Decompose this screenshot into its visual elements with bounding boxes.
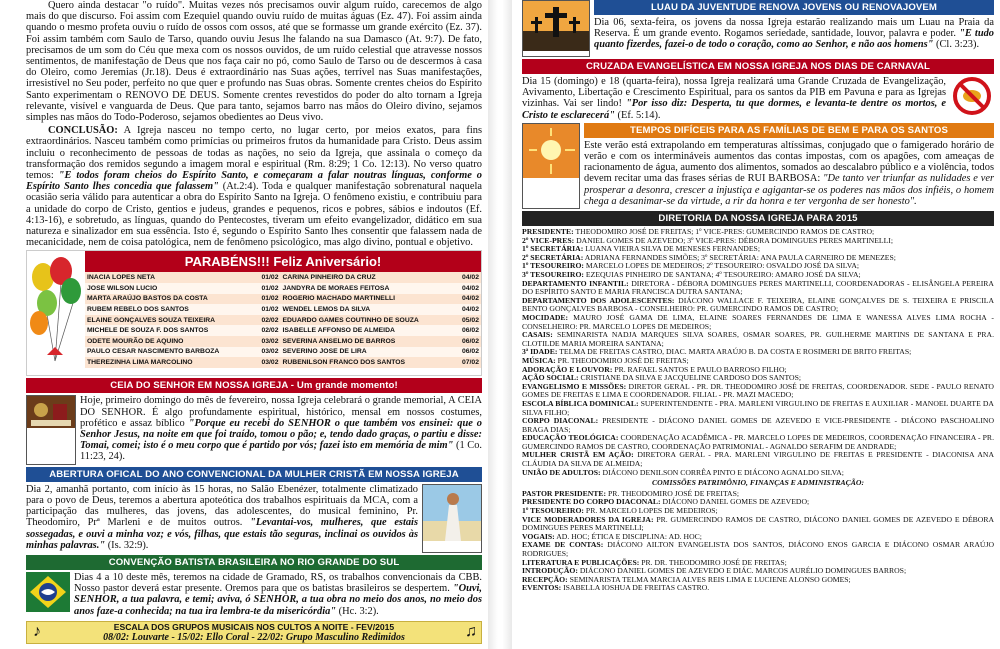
tempos-section [522, 123, 994, 209]
birthday-date: 02/02 [254, 315, 280, 326]
entry-role: 1º TESOUREIRO: [522, 261, 584, 271]
birthday-name: ELAINE GONÇALVES SOUZA TEIXEIRA [85, 315, 254, 326]
diretoria-entry [522, 280, 994, 297]
entry-role: EXAME DE CONTAS: [522, 540, 604, 550]
entry-role: 3º TESOUREIRO: [522, 270, 584, 279]
birthday-date: 03/02 [254, 336, 280, 347]
luau-section [522, 0, 994, 57]
entry-members: PR. DR. THEODOMIRO JOSÉ DE FREITAS; [639, 557, 787, 567]
cruzada-section [522, 76, 994, 123]
birthday-name: SEVERINO JOSE DE LIRA [280, 347, 455, 358]
entry-members: DIÁCONO DANIEL GOMES DE AZEVEDO E DIÁC. MARCOS AURÉLIO DOMINGUES BARROS; [577, 566, 907, 576]
entry-members: EZEQUIAS PINHEIRO DE SANTANA; 4º TESOUREIRO: AMARO JOSÉ DA SILVA; [584, 270, 861, 279]
conclusao-label: CONCLUSÃO: [48, 125, 118, 137]
birthday-name: PAULO CESAR NASCIMENTO BARBOZA [85, 347, 254, 358]
entry-members: SUPERINTENDENTE - PRA. MARLENI VIRGULINO DE FREITAS E AUXILIAR - MANOEL DUARTE DA SILVA FILHO; [522, 398, 994, 417]
right-page [512, 0, 1000, 649]
birthday-name: EDUARDO GAMES COUTINHO DE SOUZA [280, 315, 455, 326]
birthday-box [26, 250, 482, 376]
entry-members: DANIEL GOMES DE AZEVEDO; 3º VICE-PRES: DÉBORA DOMINGUES PERES MARTINELLI; [574, 235, 893, 245]
diretoria-entry [522, 331, 994, 348]
entry-role: EVENTOS: [522, 583, 562, 593]
entry-role: 3ª IDADE: [522, 347, 558, 357]
birthday-name: MARTA ARAÚJO BASTOS DA COSTA [85, 294, 254, 305]
entry-role: EDUCAÇÃO TEOLÓGICA: [522, 433, 619, 443]
sun-image [522, 123, 580, 209]
conclusao-quote: "E todos foram cheios do Espírito Santo, e começaram a falar noutras línguas, conforme o Espírito Santo lhes concedia que falassem" [26, 170, 482, 193]
birthday-name: INACIA LOPES NETA [85, 272, 254, 283]
birthday-row [85, 315, 481, 326]
entry-role: 2º VICE-PRES: [522, 235, 575, 245]
luau-text: Dia 06, sexta-feira, os jovens da nossa Igreja estarão realizando mais um Luau na Praia da Reserva. É um grande evento. Rogamos seriedade, santidade, louvor, palavra e poder. "E tudo quanto fizerdes, fazei-o de todo o coração, como ao Senhor, e não aos homens" (Cl. 3:23). [594, 17, 994, 51]
paragraph-ruido: Quero ainda destacar "o ruído". Muitas vezes nós precisamos ouvir algum ruído, carecemos de algo mais do que discurso. Foi assim com Ezequiel quando ouviu ruído de muitas águas (Ez. 47). Foi assim ainda quando o mesmo profeta ouviu o ruído de ossos com ossos, até que se formasse um grande exército (Ez. 37). Foi assim também com Saulo de Tarso, quando ouviu Jesus lhe falando na sua Damasco (At. 9:7). De fato, precisamos de um som do Céu que mexa com os nossos ouvidos, de um ruído celestial que atravesse nossos sentimentos, de manifestação de Deus que nos faça cair no pó, como Saulo de Tarso ou de descermos à casa do Oleiro, como Jeremias (Jr.18). Deus é extraordinário nas Suas ações, terrível nas Suas manifestações, irresistível no Seu poder, perfeito no que quer e profundo nas Suas obras. Somente crentes cheios do Espírito Santo experimentam o RENOVO DE DEUS. Somente crentes revestidos do poder do alto tornam a Igreja relevante, visível e vanguarda de Deus. Que para tanto, sejamos barro nas mãos do Oleiro divino, sejamos simples nas mãos do Todo-Poderoso, sejamos obedientes ao Deus vivo. [26, 0, 482, 124]
conclusao-text: A Igreja nasceu no tempo certo, no lugar certo, por meios exatos, para fins extraordinários. Nasceu também como primícias ou primeiros frutos da humanidade para Cristo. Deus assim incluiu o reconhecimento de pessoas de todas as nações, no seio da Igreja, que assinala o começo da transformação dos remidos segundo a imagem moral e espiritual (Rm. 8:29; 1 Co. 12:13). No verso quatro temos: [26, 125, 482, 182]
entry-members: CRISTIANE DA SILVA E JACQUELINE CARDOSO DOS SANTOS; [578, 373, 802, 383]
birthday-table [85, 272, 481, 367]
ceia-image [26, 395, 76, 464]
entry-role: UNIÃO DE ADULTOS: [522, 467, 601, 477]
birthday-name: RUBENILSON FRANCO DOS SANTOS [280, 357, 455, 368]
diretoria-entry [522, 400, 994, 417]
entry-members: LUANA VIEIRA SILVA DE MENESES FERNANDES; [583, 244, 760, 254]
entry-role: DEPARTAMENTO DOS ADOLESCENTES: [522, 295, 675, 305]
birthday-name: ROGERIO MACHADO MARTINELLI [280, 294, 455, 305]
birthday-date: 04/02 [455, 283, 481, 294]
birthday-name: MICHELE DE SOUZA F. DOS SANTOS [85, 325, 254, 336]
entry-role: MULHER CRISTÃ EM AÇÃO: [522, 450, 634, 460]
birthday-date: 04/02 [455, 294, 481, 305]
mulher-image [422, 484, 482, 553]
birthday-name: JANDYRA DE MORAES FEITOSA [280, 283, 455, 294]
luau-quote: "E tudo quanto fizerdes, fazei-o de todo o coração, como ao Senhor, e não aos homens" [594, 28, 994, 51]
entry-role: PRESIDENTE DO CORPO DIACONAL: [522, 497, 661, 507]
ceia-text: Hoje, primeiro domingo do mês de fevereiro, nossa Igreja celebrará o grande memorial, A CEIA DO SENHOR. É algo profundamente espiritual, histórico, mensal em nossos costumes, profético e assaz bíblico "Porque eu recebi do SENHOR o que também vos ensinei: que o Senhor Jesus, na noite em que foi traído, tomou o pão; e, tendo dado graças, o partiu e disse: Tomai, comei; isto é o meu corpo que é partido por vós; fazei isto em memória de mim" (1 Co. 11:23, 24). [80, 395, 483, 463]
birthday-date: 07/02 [455, 357, 481, 368]
birthday-date: 01/02 [254, 294, 280, 305]
birthday-row [85, 304, 481, 315]
cruzada-text: Dia 15 (domingo) e 18 (quarta-feira), nossa Igreja realizará uma Grande Cruzada de Evangelização, Avivamento, Libertação e Crescimento Espiritual, para os santos da PIB em Pavuna e para as Igrejas vizinhas. Vai ser lindo! "Por isso diz: Desperta, tu que dormes, e levanta-te dentre os mortos, e Cristo te esclarecerá" (Ef. 5:14). [522, 76, 946, 121]
cruzada-quote: "Por isso diz: Desperta, tu que dormes, e levanta-te dentre os mortos, e Cristo te esclarecerá" [522, 98, 946, 121]
cbb-title: CONVENÇÃO BATISTA BRASILEIRA NO RIO GRANDE DO SUL [26, 555, 482, 570]
entry-members: PR. MARCELO LOPES DE MEDEIROS; [584, 506, 718, 516]
tempos-quote: "De tanto ver triunfar as nulidades e ver prosperar a desonra, crescer a injustiça e agigantar-se os poderes nas mãos dos infiéis, o homem chega a desanimar-se da virtude, a rir da honra e ter vergonha de ser honesto". [584, 173, 994, 207]
escala-title: ESCALA DOS GRUPOS MUSICAIS NOS CULTOS A NOITE - FEV/2015 [113, 621, 395, 632]
entry-members: PRESIDENTE - DIÁCONO DANIEL GOMES DE AZEVEDO E VICE-PRESIDENTE - DIÁCONO PASCHOALINO BRAGA DIAS; [522, 416, 994, 434]
diretoria-entry [522, 383, 994, 400]
mulher-section [26, 484, 482, 553]
entry-role: LITERATURA E PUBLICAÇÕES: [522, 557, 640, 567]
entry-members: PR. THEODOMIRO JOSÉ DE FREITAS; [606, 488, 740, 498]
entry-members: DIÁCONO DANIEL GOMES DE AZEVEDO; [660, 497, 810, 507]
birthday-name: WENDEL LEMOS DA SILVA [280, 304, 455, 315]
entry-role: VICE MODERADORES DA IGREJA: [522, 514, 654, 524]
diretoria-entry [522, 314, 994, 331]
birthday-row [85, 283, 481, 294]
entry-role: CORPO DIACONAL: [522, 416, 599, 426]
mulher-text: Dia 2, amanhã portanto, com início às 15 horas, no Salão Ebenézer, totalmente climatizado para o povo de Deus, teremos a abertura apoteótica dos trabalhos espirituais da MCA, com a participação das mulheres, das jovens, das adolescentes, do musical feminino, Pr. Theodomiro, Prª Marleni e de muitos outros. "Levantai-vos, mulheres, que estais sossegadas, e ouvi a minha voz; e vós, filhas, que estais tão seguras, inclinai os ouvidos às minhas palavras." (Is. 32:9). [26, 483, 418, 551]
birthday-name: SEVERINA ANSELMO DE BARROS [280, 336, 455, 347]
mulher-title: ABERTURA OFICAL DO ANO CONVENCIONAL DA MULHER CRISTÃ EM NOSSA IGREJA [26, 467, 482, 482]
diretoria-entry [522, 469, 994, 478]
diretoria-entry [522, 451, 994, 468]
entry-members: DIÁCONO WALLACE F. TEIXEIRA, ELAINE GONÇALVES DE S. TEIXEIRA E PRISCILA BENTO GONÇALVES BARBOSA - CONSELHEIRO: PR. GUMERCINDO RAMOS DE CASTRO; [522, 295, 994, 314]
entry-role: VOGAIS: [522, 531, 555, 541]
tempos-text: Este verão está extrapolando em temperaturas altíssimas, conjugado que o famigerado horário de verão e com os intermináveis aumentos das contas impostas, com os apagões, com ameaças de racionamento de água, aumento dos alimentos, somados ao descalabro público e a violência, todos devem recitar uma das frases sérias de RUI BARBOSA: "De tanto ver triunfar as nulidades e ver prosperar a desonra, crescer a injustiça e agigantar-se os poderes nas mãos dos infiéis, o homem chega a desanimar-se da virtude, a rir da honra e ter vergonha de ser honesto". [584, 139, 994, 207]
birthday-name: ISABELLE AFFONSO DE ALMEIDA [280, 325, 455, 336]
entry-members: DIRETORA GERAL - PRA. MARLENI VIRGULINO DE FREITAS E PRESIDENTE - DIACONISA ANA CLÁUDIA DA SILVA DE ALMEIDA; [522, 450, 995, 469]
birthday-date: 05/02 [455, 315, 481, 326]
diretoria-entry [522, 297, 994, 314]
cross-image [522, 0, 590, 57]
entry-members: AD. HOC; ÉTICA E DISCIPLINA: AD. HOC; [554, 531, 702, 541]
entry-role: 1º TESOUREIRO: [522, 506, 584, 516]
birthday-name: JOSE WILSON LUCIO [85, 283, 254, 294]
birthday-row [85, 325, 481, 336]
entry-members: COORDENAÇÃO ACADÊMICA - PR. MARCELO LOPES DE MEDEIROS, COORDENAÇÃO FINANCEIRA - PR. GUMERCINDO RAMOS DE CASTRO, COORDENAÇÃO PATRIMONIAL - AGNALDO SERAFIM DE ANDRADE; [522, 433, 994, 451]
birthday-date: 01/02 [254, 272, 280, 283]
birthday-row [85, 347, 481, 358]
birthday-name: ODETE MOURÃO DE AQUINO [85, 336, 254, 347]
mulher-quote: "Levantai-vos, mulheres, que estais sossegadas, e ouvi a minha voz; e vós, filhas, que estais tão seguras, inclinai os ouvidos às minhas palavras." [26, 517, 418, 551]
conclusao-rest: (At.2:4). Toda e qualquer manifestação sobrenatural naquela ocasião seria válido para autenticar a obra do Espírito Santo na Igreja. O fenômeno existiu, e contribuiu para a unidade do corpo de Cristo, gentios e judeus, grandes e pequenos, ricos e pobres, sábios e indoutos (Ef. 4:13-16), e sobretudo, as línguas, quando do Pentecostes, tiveram um efeito evangelizador, didático em sua natureza e sinalizador em sua essência. Isto é, segundo o Espírito Santo lhes consentir que falassem nada de mecanicidade, nem de coisa patológica, nem de fenômeno psicológico, mas algo divino, pontual e objetivo. [26, 181, 482, 249]
entry-members: SEMINARISTA NADJA MARQUES SILVA SOARES, OSMAR SOARES, PR. GUILHERME MARTINS DE SANTANA E PRA. CLOTILDE MARIA MOREIRA SANTANA; [522, 330, 994, 348]
entry-role: MOCIDADE: [522, 312, 569, 322]
ceia-quote: "Porque eu recebi do SENHOR o que também vos ensinei: que o Senhor Jesus, na noite em que foi traído, tomou o pão; e, tendo dado graças, o partiu e disse: Tomai, comei; isto é o meu corpo que é partido por vós; fazei isto em memória de mim" [80, 417, 482, 452]
tempos-title: TEMPOS DIFÍCEIS PARA AS FAMÍLIAS DE BEM E PARA OS SANTOS [584, 123, 994, 138]
entry-members: THEODOMIRO JOSÉ DE FREITAS; 1º VICE-PRES: GUMERCINDO RAMOS DE CASTRO; [573, 227, 875, 237]
birthday-row [85, 272, 481, 283]
entry-members: DIRETOR GERAL - PR. DR. THEODOMIRO JOSÉ DE FREITAS, COORDENADOR. SEDE - PAULO RENATO GOMES DE FREITAS E LIMA E COORDENADOR. FILIAL - PR. MAZI MACEDO; [522, 381, 994, 400]
entry-role: ADORAÇÃO E LOUVOR: [522, 364, 613, 374]
entry-members: PR. RAFAEL SANTOS E PAULO BARROSO FILHO; [612, 364, 787, 374]
entry-members: MAURO JOSÉ GAMA DE LIMA, ELAINE SOARES FERNANDES DE LIMA E WANESSA ALVES LIMA ROCHA - CONSELHEIRO: PR. MARCELO LOPES DE MEDEIROS; [522, 312, 994, 331]
birthday-name: THEREZINHA LIMA MARCOLINO [85, 357, 254, 368]
diretoria-entry [522, 584, 994, 593]
cbb-quote: "Ouvi, SENHOR, a tua palavra, e temi; aviva, ó SENHOR, a tua obra no meio dos anos, no meio dos anos faze-a conhecida; na tua ira lembra-te da misericórdia" [74, 583, 482, 617]
entry-members: SEMINARISTA TELMA MARCIA ALVES REIS LIMA E LUCIENE ALONSO GOMES; [567, 574, 851, 584]
entry-role: EVANGELISMO E MISSÕES: [522, 381, 627, 391]
ceia-title: CEIA DO SENHOR EM NOSSA IGREJA - Um grande momento! [26, 378, 482, 393]
music-note-icon: ♫ [465, 623, 477, 641]
birthday-date: 03/02 [254, 347, 280, 358]
entry-members: DIÁCONO DENILSON CORRÊA PINTO E DIÁCONO AGNALDO SILVA; [600, 467, 844, 477]
ceia-section [26, 395, 482, 464]
left-page [0, 0, 488, 649]
page-gutter [488, 0, 512, 649]
birthday-date: 04/02 [455, 304, 481, 315]
birthday-date: 01/02 [254, 283, 280, 294]
cbb-section [26, 572, 482, 619]
birthday-date: 02/02 [254, 325, 280, 336]
entry-role: DEPARTAMENTO INFANTIL: [522, 278, 629, 288]
birthday-date: 06/02 [455, 347, 481, 358]
birthday-date: 01/02 [254, 304, 280, 315]
entry-members: ISABELLA IOSHUA DE FREITAS CASTRO. [561, 583, 710, 593]
luau-title: LUAU DA JUVENTUDE RENOVA JOVENS OU RENOVAJOVEM [594, 0, 994, 15]
birthday-title: PARABÉNS!!! Feliz Aniversário! [85, 251, 481, 272]
entry-role: AÇÃO SOCIAL: [522, 373, 579, 383]
entry-role: ESCOLA BÍBLICA DOMINICAL: [522, 398, 639, 408]
paragraph-conclusao [26, 125, 482, 248]
entry-members: DIRETORA - DÉBORA DOMINGUES PERES MARTINELLI, COORDENADORAS - ELISÂNGELA PEREIRA DO ESPÍRITO SANTO E MARIA FRANCISCA DUTRA SANTANA; [522, 278, 994, 297]
entry-role: CASAIS: [522, 330, 553, 340]
music-note-icon: ♪ [33, 623, 41, 641]
birthday-row [85, 294, 481, 305]
diretoria-entry [522, 434, 994, 451]
entry-members: MARCELO LOPES DE MEDEIROS; 2º TESOUREIRO: OSVALDO JOSÉ DA SILVA; [584, 261, 860, 271]
birthday-date: 06/02 [455, 325, 481, 336]
birthday-date: 03/02 [254, 357, 280, 368]
entry-members: DIÁCONO AILTON EVANGELISTA DOS SANTOS, DIÁCONO ENOS GARCIA E DIÁCONO OSMAR ARAÚJO RODRIGUES; [522, 540, 995, 558]
birthday-date: 06/02 [455, 336, 481, 347]
entry-role: 2º SECRETÁRIA: [522, 252, 584, 262]
birthday-row [85, 357, 481, 368]
entry-role: 1º SECRETÁRIA: [522, 244, 584, 254]
escala-line: 08/02: Louvarte - 15/02: Ello Coral - 22/02: Grupo Masculino Redimidos [103, 631, 405, 643]
entry-members: PR. THEODOMIRO JOSÉ DE FREITAS; [555, 355, 689, 365]
cbb-text: Dias 4 a 10 deste mês, teremos na cidade de Gramado, RS, os trabalhos convencionais da CBB. Nosso pastor deverá estar presente. Oremos para que os batistas brasileiros se despertem. "Ouvi, SENHOR, a tua palavra, e temi; aviva, ó SENHOR, a tua obra no meio dos anos, no meio dos anos faze-a conhecida; na tua ira lembra-te da misericórdia" (Hc. 3:2). [74, 571, 482, 617]
entry-members: TELMA DE FREITAS CASTRO, DIAC. MARTA ARAÚJO B. DA COSTA E ROSIMERI DE BRITO FREITAS; [557, 347, 912, 357]
entry-members: PR. GUMERCINDO RAMOS DE CASTRO, DIÁCONO DANIEL GOMES DE AZEVEDO E DÉBORA DOMINGUES PERES MARTINELLI; [522, 514, 994, 533]
diretoria-title: DIRETORIA DA NOSSA IGREJA PARA 2015 [522, 211, 994, 226]
birthday-date: 04/02 [455, 272, 481, 283]
entry-role: RECEPÇÃO: [522, 574, 568, 584]
entry-role: INTRODUÇÃO: [522, 566, 578, 576]
entry-role: PASTOR PRESIDENTE: [522, 488, 607, 498]
entry-role: MÚSICA: [522, 355, 556, 365]
cruzada-title: CRUZADA EVANGELÍSTICA EM NOSSA IGREJA NOS DIAS DE CARNAVAL [522, 59, 994, 74]
escala-box [26, 621, 482, 644]
entry-members: ADRIANA FERNANDES SIMÕES; 3º SECRETÁRIA: ANA PAULA CARNEIRO DE MENEZES; [583, 252, 896, 262]
cbb-logo-icon [26, 572, 70, 619]
entry-role: PRESIDENTE: [522, 227, 574, 237]
diretoria-entry [522, 541, 994, 558]
birthday-row [85, 336, 481, 347]
diretoria-entry [522, 417, 994, 434]
birthday-name: RUBEM REBELO DOS SANTOS [85, 304, 254, 315]
comissoes-title: COMISSÕES PATRIMÔNIO, FINANÇAS E ADMINISTRAÇÃO: [651, 478, 865, 488]
no-carnival-icon [950, 76, 994, 123]
balloons-icon [27, 251, 85, 375]
birthday-name: CARINA PINHEIRO DA CRUZ [280, 272, 455, 283]
diretoria-entry [522, 516, 994, 533]
diretoria-list [522, 228, 994, 593]
